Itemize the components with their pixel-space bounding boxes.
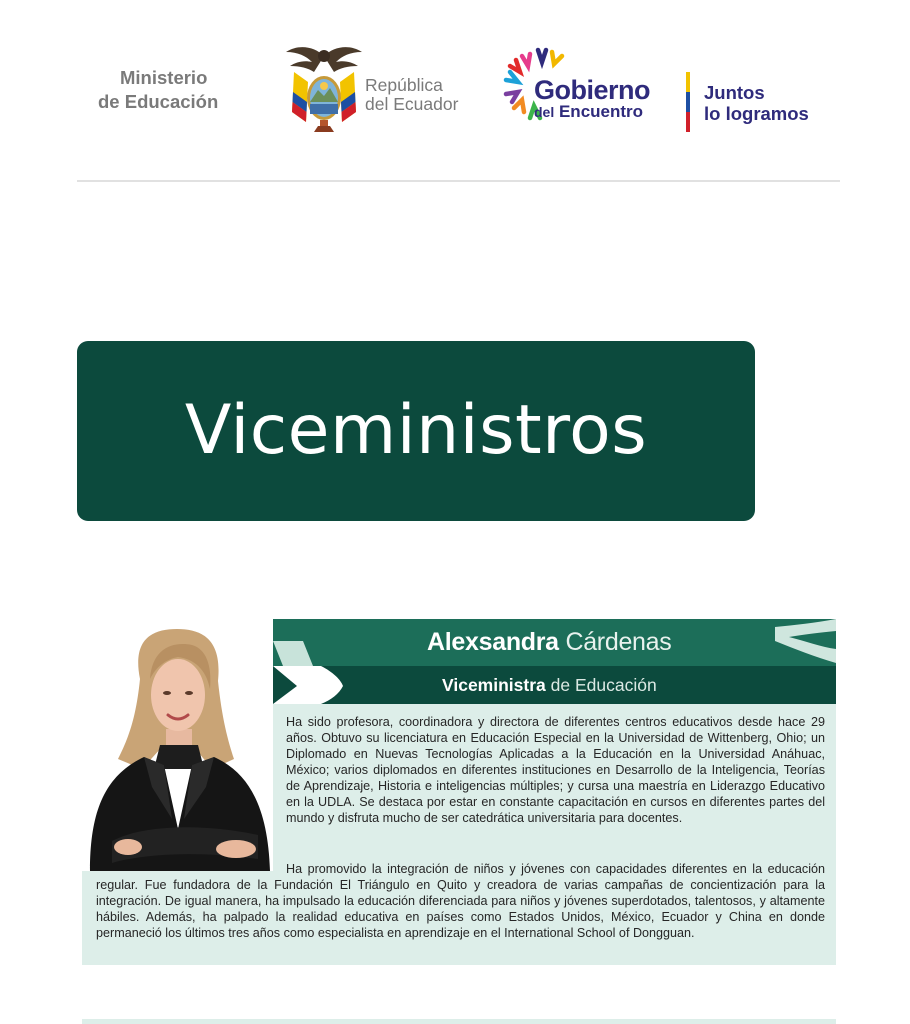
profile-name-band [273, 619, 836, 666]
page-title: Viceministros [184, 391, 648, 470]
profile-photo [82, 619, 273, 871]
gobierno-line1: Gobierno [534, 75, 650, 105]
juntos-line2: lo logramos [704, 103, 809, 124]
profile-role-title: Viceministra [442, 675, 546, 695]
header-divider [77, 180, 840, 182]
flag-color-bar [686, 72, 690, 132]
gobierno-line2 [534, 103, 684, 121]
ministerio-line1: Ministerio [120, 67, 208, 88]
juntos-slogan [704, 82, 834, 124]
republica-logo-text [365, 76, 475, 114]
profile-last-name: Cárdenas [565, 628, 672, 656]
ministerio-logo [98, 66, 258, 114]
ministerio-line2: de Educación [98, 91, 219, 112]
profile-role-band [273, 666, 836, 704]
chevron-decoration-icon [273, 641, 313, 666]
chevron-decoration-icon [775, 619, 836, 666]
ecuador-coat-of-arms-icon [284, 42, 364, 136]
profile-bio-paragraph-1: Ha sido profesora, coordinadora y directora de diferentes centros educativos desde hace 29 años. Obtuvo su licenciatura en Educación Especial en la Universidad de Wittenberg, Ohio; un Diplomado en Nuevas Tecnologías Aplicadas a la Educación en la Universidad Anáhuac, México; varios diplomados en diferentes instituciones en Desarrollo de la Inteligencia, Teorías de Aprendizaje, Historia e inteligencias múltiples; y cursa una maestría en Liderazgo Educativo en la UDLA. Se destaca por estar en constante capacitación en cursos en diferentes partes del mundo y disfruta mucho de ser catedrática universitaria para docentes. [286, 715, 825, 825]
gobierno-line2-del: del [534, 104, 555, 120]
chevron-decoration-icon [273, 666, 345, 704]
gobierno-line2-encuentro: Encuentro [558, 102, 644, 121]
republica-line1: República [365, 75, 443, 95]
juntos-line1: Juntos [704, 82, 765, 103]
republica-line2: del Ecuador [365, 94, 459, 114]
next-profile-card-edge [82, 1019, 836, 1024]
profile-card [82, 619, 836, 965]
portrait-illustration [82, 619, 273, 871]
profile-bio-paragraph-2: Ha promovido la integración de niños y jóvenes con capacidades diferentes en la educación regular. Fue fundadora de la Fundación El Triángulo en Quito y creadora de varias campañas de concientización para la integración. De igual manera, ha impulsado la educación diferenciada para niños y jóvenes superdotados, talentosos, y altamente hábiles. Además, ha palpado la realidad educativa en países como Estados Unidos, México, Ecuador y China en donde permaneció los últimos tres años como especialista en aprendizaje en el International School of Dongguan. [96, 862, 825, 940]
profile-role [442, 675, 657, 696]
header-logos [0, 0, 910, 182]
profile-role-area: de Educación [550, 675, 657, 695]
gobierno-logo-text [534, 75, 684, 121]
profile-first-name: Alexsandra [427, 628, 559, 656]
profile-name [427, 628, 671, 657]
title-banner [77, 341, 755, 521]
